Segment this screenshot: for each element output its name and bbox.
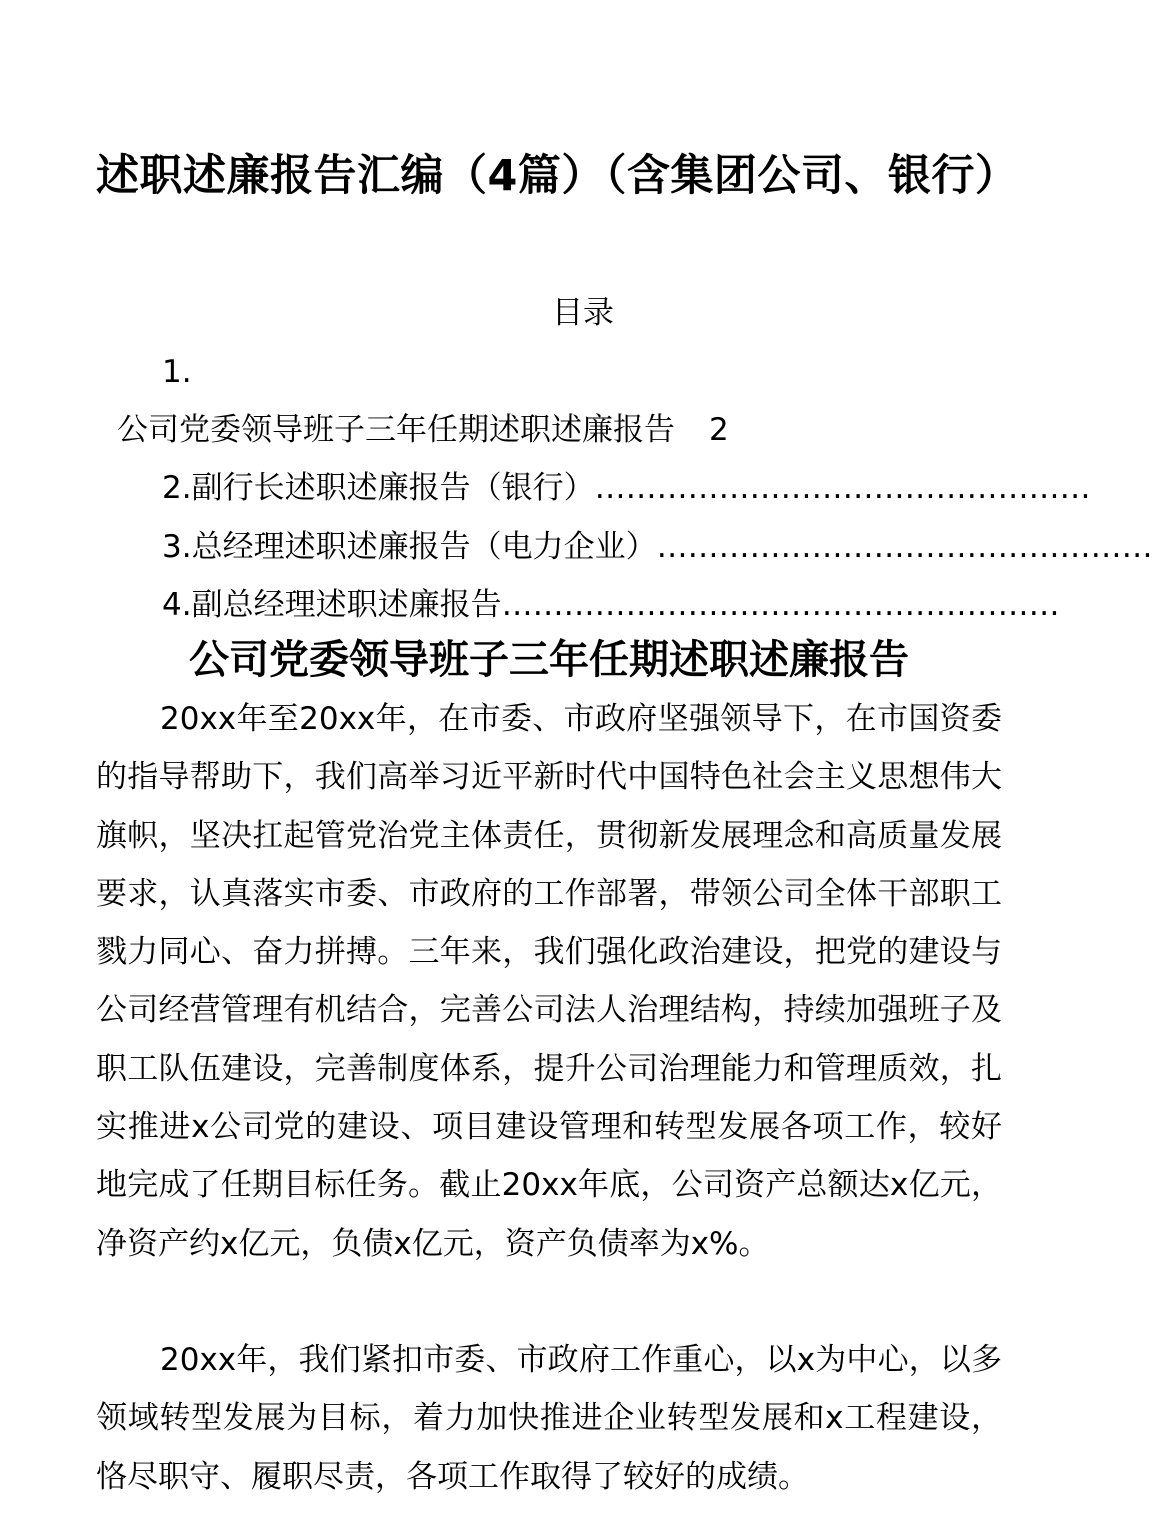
toc-item-3-leader: ………………………………………… <box>656 529 1153 565</box>
toc-item-2[interactable] <box>162 468 1091 508</box>
toc-heading: 目录 <box>552 295 614 331</box>
toc-item-1-page: 2 <box>709 412 729 448</box>
section-title: 公司党委领导班子三年任期述职述廉报告 <box>189 637 909 683</box>
toc-item-4[interactable] <box>162 585 1060 625</box>
body-paragraph: 20xx年，我们紧扣市委、市政府工作重心，以x为中心，以多领域转型发展为目标，着力加快推进企业转型发展和x工程建设，恪尽职守、履职尽责，各项工作取得了较好的成绩。 <box>96 1342 1002 1495</box>
document-title: 述职述廉报告汇编（4篇）（含集团公司、银行） <box>96 151 1019 201</box>
toc-item-2-leader: ………………………………………… <box>594 470 1091 506</box>
toc-item-1[interactable] <box>117 410 729 450</box>
toc-item-3[interactable] <box>162 527 1153 567</box>
body-paragraph: 20xx年至20xx年，在市委、市政府坚强领导下，在市国资委的指导帮助下，我们高举习近平新时代中国特色社会主义思想伟大旗帜，坚决扛起管党治党主体责任，贯彻新发展理念和高质量发展要求，认真落实市委、市政府的工作部署，带领公司全体干部职工戮力同心、奋力拼搏。三年来，我们强化政治建设，把党的建设与公司经营管理有机结合，完善公司法人治理结构，持续加强班子及职工队伍建设，完善制度体系，提升公司治理能力和管理质效，扎实推进x公司党的建设、项目建设管理和转型发展各项工作，较好地完成了任期目标任务。截止20xx年底，公司资产总额达x亿元，净资产约x亿元，负债x亿元，资产负债率为x%。 <box>96 701 1002 1262</box>
toc-item-4-leader: ……………………………………………… <box>501 587 1060 623</box>
toc-item-1-number[interactable]: 1. <box>162 354 192 390</box>
toc-item-1-label: 公司党委领导班子三年任期述职述廉报告 <box>117 412 675 448</box>
toc-item-4-label: 4.副总经理述职述廉报告 <box>162 587 502 623</box>
toc-item-2-label: 2.副行长述职述廉报告（银行） <box>162 470 595 506</box>
toc-item-3-label: 3.总经理述职述廉报告（电力企业） <box>162 529 657 565</box>
